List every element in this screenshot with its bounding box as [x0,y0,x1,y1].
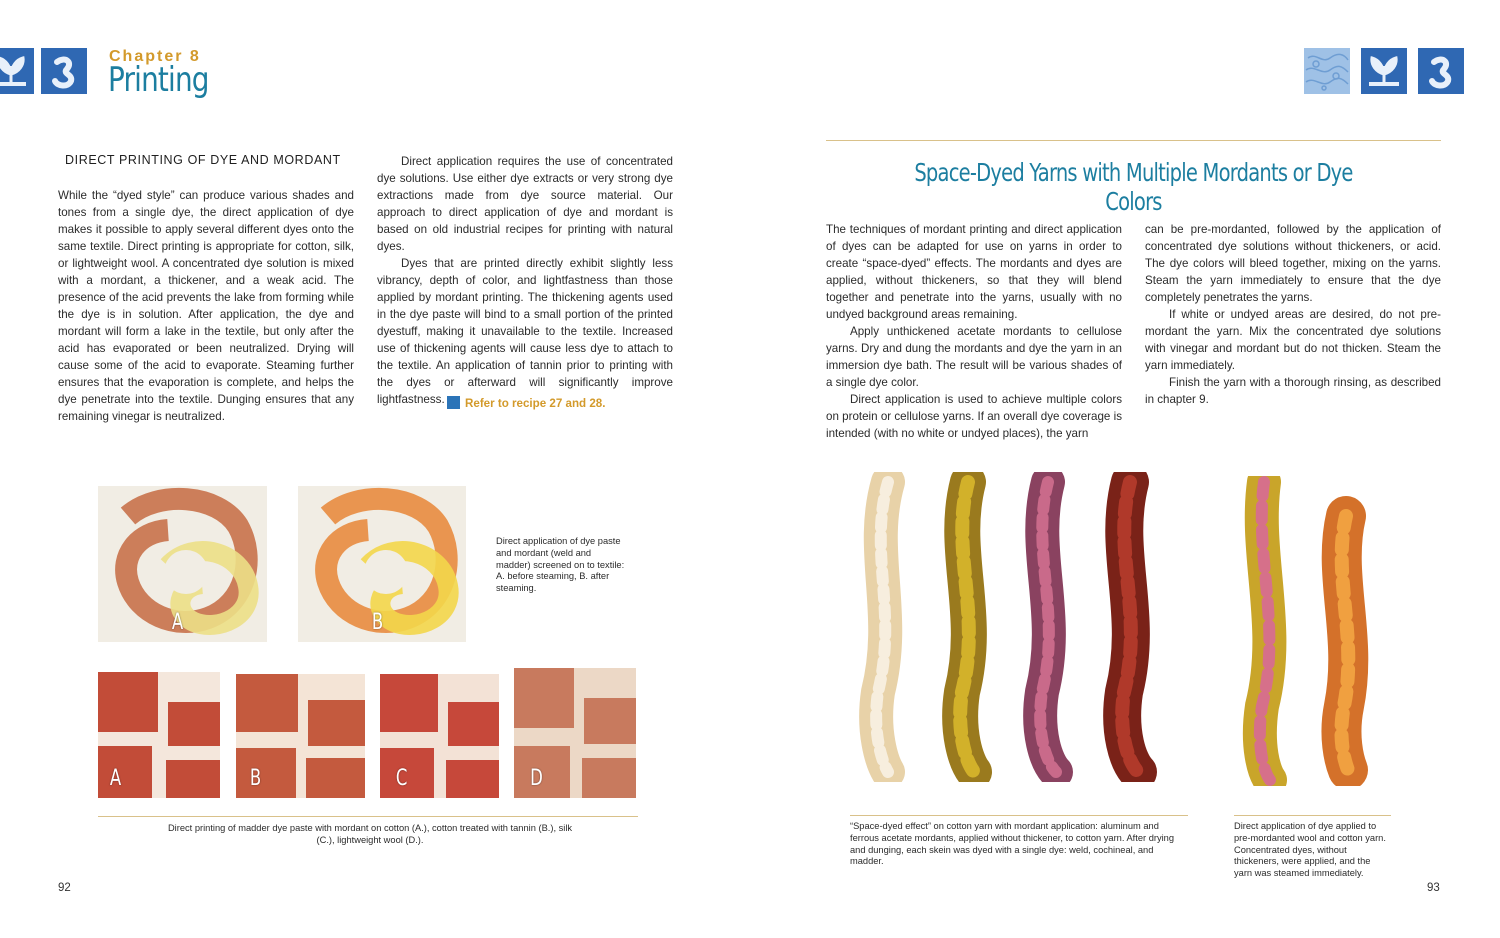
paragraph: Finish the yarn with a thorough rinsing, as described in chapter 9. [1145,376,1441,406]
page-number-right: 93 [1427,882,1440,894]
chapter-label: Chapter 8 [109,48,201,65]
caption-rule [1234,815,1391,816]
paragraph: The techniques of mordant printing and direct application of dyes can be adapted for use on yarns in order to create “space-dyed” effects. The mordants and dyes are applied, without thickeners, so that they will blend together and penetrate into the yarns, usually with no undyed background areas remaining. [826,223,1122,321]
paragraph: Apply unthickened acetate mordants to cellulose yarns. Dry and dung the mordants and dye the yarn in an immersion dye bath. The result will be various shades of a single dye color. [826,325,1122,389]
recipe-reference-text: Refer to recipe 27 and 28. [465,397,606,410]
flower-tile-icon [1361,48,1407,94]
right-column-2 [1145,221,1441,408]
paragraph: Dyes that are printed directly exhibit slightly less vibrancy, depth of color, and lightfastness than those applied by mordant printing. The thickening agents used in the dye paste will bind to a small portion of the printed dyestuff, making it unavailable to the textile. Increased use of thickening agents will cause less dye to attach to the textile. An application of tannin prior to printing with the dyes or afterward will significantly improve lightfastness. [377,257,673,406]
section-heading: DIRECT PRINTING OF DYE AND MORDANT [65,153,341,167]
figure-caption-2: Direct printing of madder dye paste with mordant on cotton (A.), cotton treated with tannin (B.), silk (C.), lightweight wool (D.). [167,823,573,845]
swatch-photo-b [298,486,466,642]
paragraph: While the “dyed style” can produce various shades and tones from a single dye, the direct application of dye makes it possible to apply several different dyes onto the same textile. Direct printing is appropriate for cotton, silk, or lightweight wool. A concentrated dye solution is mixed with a mordant, a thickener, and a weak acid. The presence of the acid prevents the lake from forming while the dye is in solution. After application, the dye and mordant will form a lake in the textile, but only after the acid has evaporated or been neutralized. Drying will cause some of the acid to evaporate. Steaming further ensures that the evaporation is complete, and helps the dye penetrate into the textile. Dunging ensures that any remaining vinegar is neutralized. [58,189,354,423]
figure-label-c: C [395,766,408,791]
figure-label-a: A [109,766,122,791]
recipe-tile-icon [447,396,460,409]
stamp-texture-icon [1304,48,1350,94]
chapter-title: Printing [108,60,209,100]
swatch-photo-a [98,486,267,642]
right-column-1 [826,221,1122,442]
left-column-1 [58,187,354,425]
section-title [826,158,1441,216]
caption-rule [850,815,1188,816]
madder-swatch-a [98,672,220,798]
yarn-caption-left: “Space-dyed effect” on cotton yarn with mordant application: aluminum and ferrous acetate mordants, applied without thickener, to cotton yarn. After drying and dunging, each skein was dyed with a single dye: weld, cochineal, and madder. [850,821,1175,867]
yarn-skeins-photo [858,472,1188,782]
figure-caption-1: Direct application of dye paste and mordant (weld and madder) screened on to textile: A. before steaming, B. after steaming. [496,536,625,594]
figure-label-b: B [371,610,384,635]
paragraph: can be pre-mordanted, followed by the application of concentrated dye solutions without thickeners, or acid. The dye colors will bleed together, mixing on the yarns. Steam the yarn immediately to ensure that the dye completely penetrates the yarns. [1145,223,1441,304]
paragraph: Direct application is used to achieve multiple colors on protein or cellulose yarns. If an overall dye coverage is intended (with no white or undyed places), the yarn [826,393,1122,440]
swirl-tile-icon [1418,48,1464,94]
flower-tile-icon [0,48,34,94]
paragraph: If white or undyed areas are desired, do not pre-mordant the yarn. Mix the concentrated dye solutions with vinegar and mordant but do not thicken. Steam the yarn immediately. [1145,308,1441,372]
paragraph: Direct application requires the use of concentrated dye solutions. Use either dye extracts or very strong dye extractions made from dye source material. Our approach to direct application of dye and mordant is based on old industrial recipes for printing with natural dyes. [377,155,673,253]
yarn-caption-right: Direct application of dye applied to pre-mordanted wool and cotton yarn. Concentrated dyes, without thickeners, were applied, and the yarn was steamed immediately. [1234,821,1386,879]
figure-label-b: B [249,766,262,791]
swirl-tile-icon [41,48,87,94]
left-column-2 [377,153,673,408]
recipe-reference-link[interactable] [447,396,605,410]
page-number-left: 92 [58,882,71,894]
section-title-text: Space-Dyed Yarns with Multiple Mordants or Dye Colors [914,158,1353,216]
wool-cotton-yarn-photo [1234,476,1382,786]
figure-label-a: A [171,610,184,635]
madder-swatch-d [514,668,636,798]
caption-rule [98,816,638,817]
section-rule [826,140,1441,141]
madder-swatch-b [236,674,365,798]
figure-label-d: D [530,766,543,791]
madder-swatch-c [380,674,499,798]
